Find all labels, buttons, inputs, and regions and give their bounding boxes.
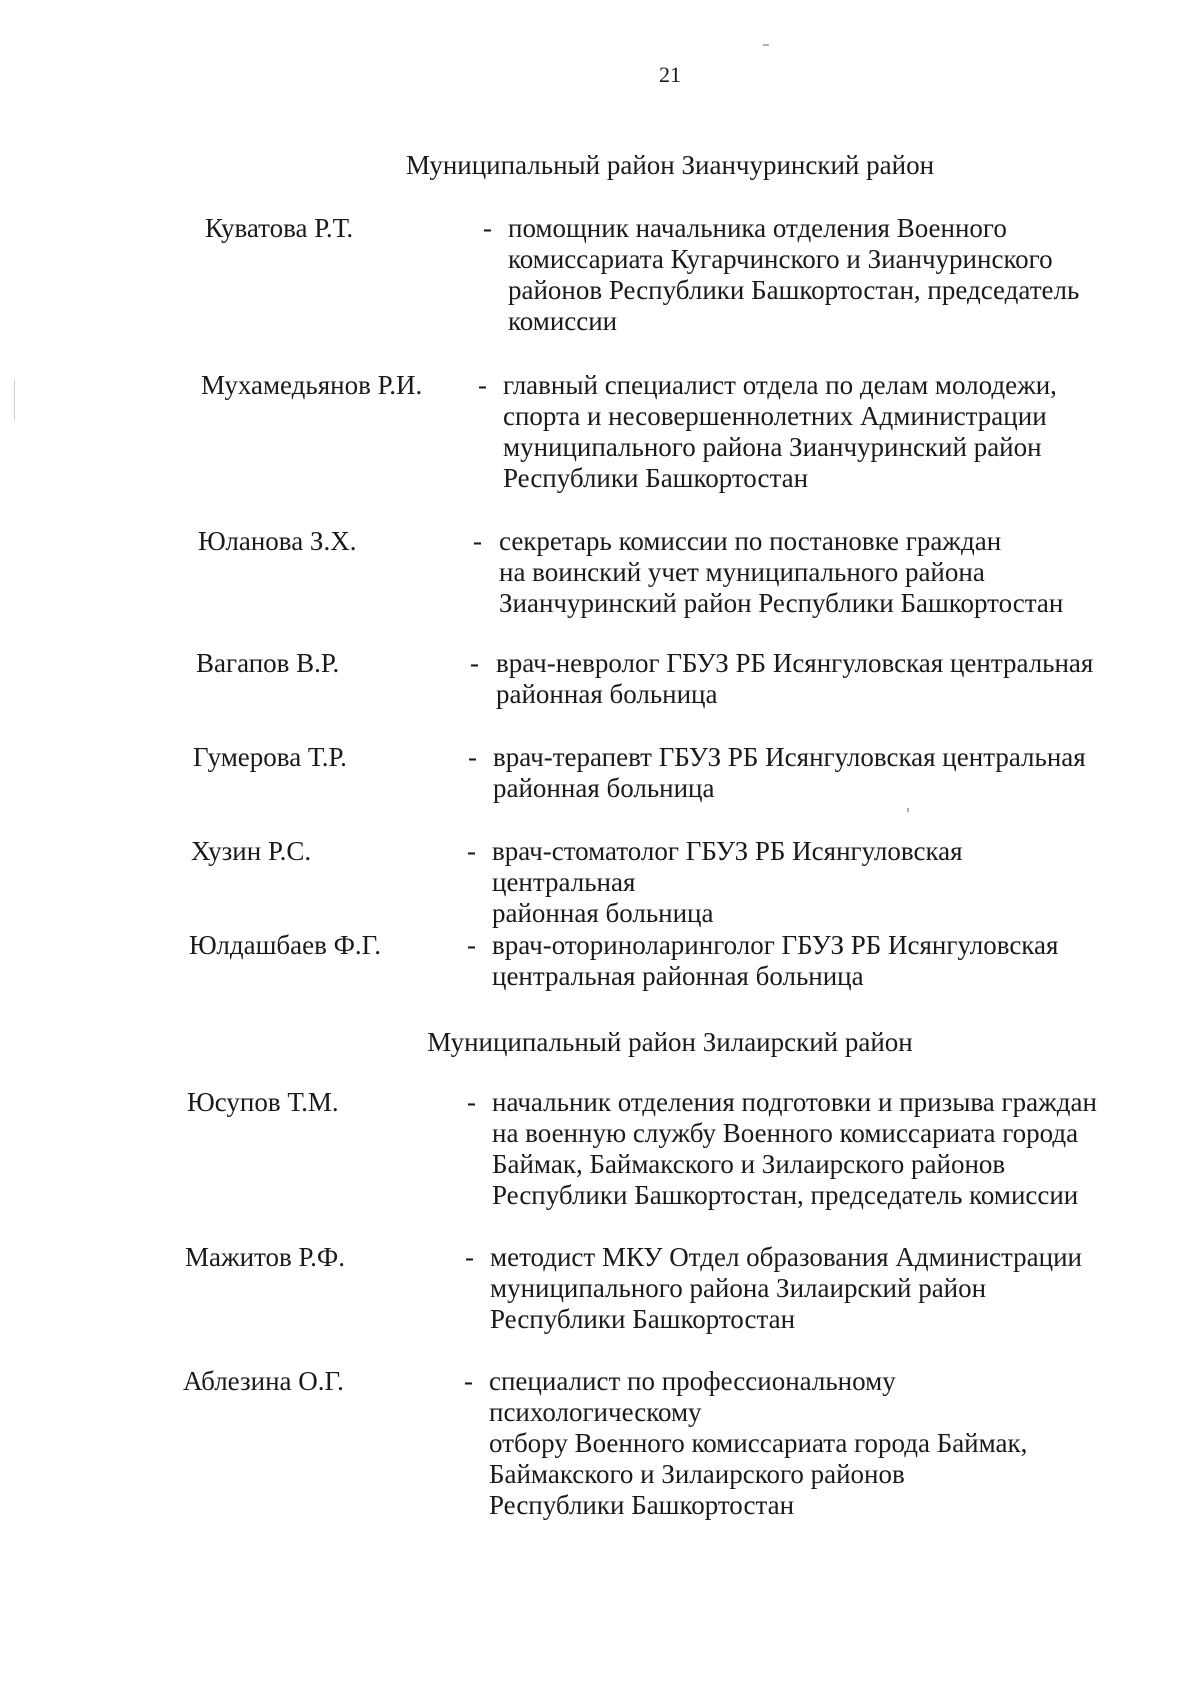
member-name: Куватова Р.Т. — [205, 213, 354, 243]
member-role: главный специалист отдела по делам молодежи, спорта и несовершеннолетних Администрации муниципального района Зианчуринский район Республики Башкортостан — [503, 370, 1057, 493]
member-name: Мажитов Р.Ф. — [185, 1242, 346, 1272]
member-role: начальник отделения подготовки и призыва граждан на военную службу Военного комиссариата города Баймак, Баймакского и Зилаирского районов Республики Башкортостан, председатель комиссии — [492, 1087, 1097, 1210]
scan-speck — [763, 44, 769, 46]
member-role: секретарь комиссии по постановке граждан на воинский учет муниципального района Зианчуринский район Республики Башкортостан — [499, 526, 1064, 618]
role-dash: - — [468, 742, 477, 772]
section-title-zianchurinsky: Муниципальный район Зианчуринский район — [405, 150, 935, 180]
role-dash: - — [467, 1087, 476, 1117]
role-dash: - — [467, 930, 476, 960]
member-name: Хузин Р.С. — [191, 836, 312, 866]
section-title-zilairsky: Муниципальный район Зилаирский район — [427, 1027, 913, 1057]
role-dash: - — [478, 370, 487, 400]
member-name: Вагапов В.Р. — [196, 648, 340, 678]
role-dash: - — [465, 1242, 474, 1272]
member-name: Юланова З.Х. — [198, 526, 357, 556]
member-name: Гумерова Т.Р. — [193, 742, 347, 772]
scan-edge-mark — [14, 380, 15, 420]
scan-speck — [907, 808, 909, 812]
member-role: врач-терапевт ГБУЗ РБ Исянгуловская центральная районная больница — [493, 742, 1086, 803]
member-name: Аблезина О.Г. — [183, 1366, 344, 1396]
member-role: методист МКУ Отдел образования Администрации муниципального района Зилаирский район Республики Башкортостан — [490, 1242, 1082, 1334]
role-dash: - — [464, 1366, 473, 1396]
role-dash: - — [467, 836, 476, 866]
member-name: Юлдашбаев Ф.Г. — [189, 930, 381, 960]
member-role: врач-оториноларинголог ГБУЗ РБ Исянгуловская центральная районная больница — [492, 930, 1059, 991]
member-role: врач-стоматолог ГБУЗ РБ Исянгуловская центральная районная больница — [492, 836, 963, 928]
role-dash: - — [473, 526, 482, 556]
member-role: врач-невролог ГБУЗ РБ Исянгуловская центральная районная больница — [496, 648, 1094, 709]
member-role: помощник начальника отделения Военного комиссариата Кугарчинского и Зианчуринского районов Республики Башкортостан, председатель комиссии — [508, 213, 1080, 336]
member-name: Мухамедьянов Р.И. — [201, 370, 423, 400]
role-dash: - — [483, 213, 492, 243]
role-dash: - — [470, 648, 479, 678]
page-number: 21 — [659, 62, 681, 87]
member-role: специалист по профессиональному психологическому отбору Военного комиссариата города Баймак, Баймакского и Зилаирского районов Республики Башкортостан — [489, 1366, 1028, 1520]
member-name: Юсупов Т.М. — [187, 1087, 339, 1117]
